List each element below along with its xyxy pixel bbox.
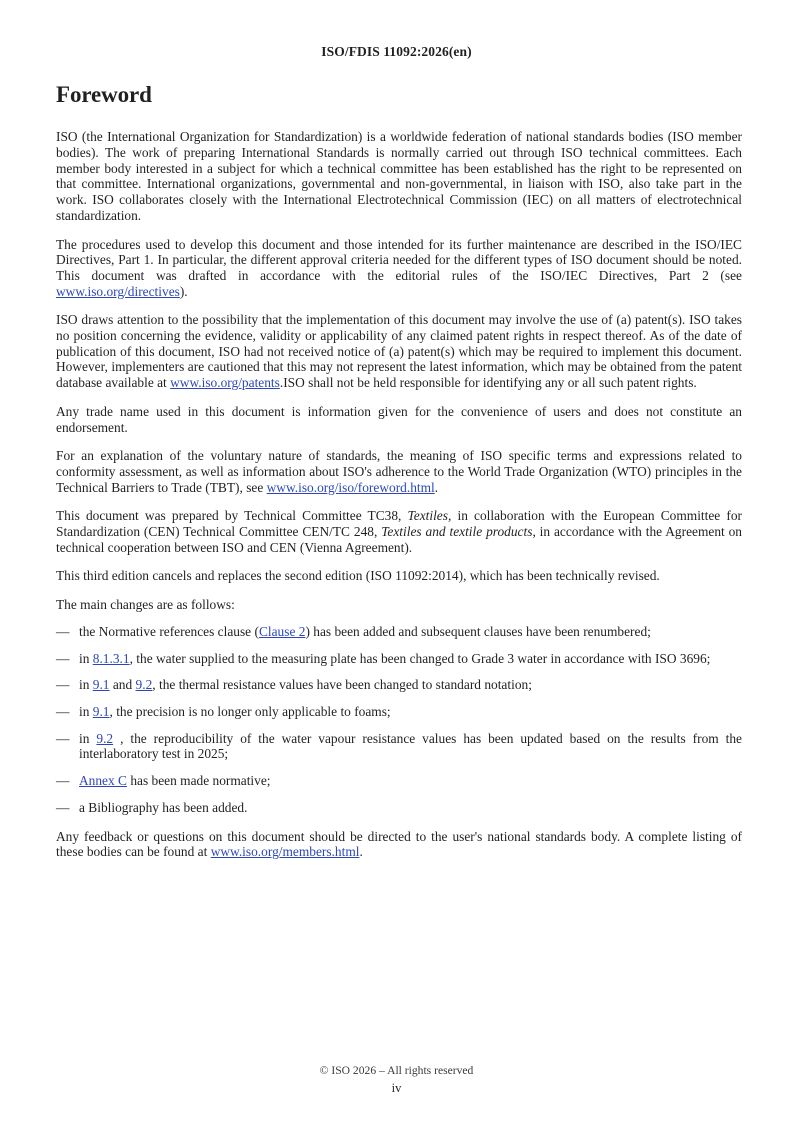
link-clause-9-1[interactable]: 9.1 <box>92 677 110 693</box>
list-item-text-after: has been made normative; <box>126 773 271 789</box>
em-dash-marker: — <box>56 799 70 815</box>
document-content <box>56 82 742 873</box>
list-item-text-mid: and <box>109 677 136 693</box>
list-item-text: a Bibliography has been added. <box>79 799 248 815</box>
list-item-text <box>79 731 742 762</box>
list-item-text <box>79 773 742 789</box>
list-item-text-after: , the thermal resistance values have been changed to standard notation; <box>152 677 532 693</box>
link-iso-foreword[interactable]: www.iso.org/iso/foreword.html <box>266 479 435 495</box>
paragraph-iso-intro: ISO (the International Organization for Standardization) is a worldwide federation of national standards bodies (ISO member bodies). The work of preparing International Standards is normally carried out through ISO technical committees. Each member body interested in a subject for which a technical committee has been established has the right to be represented on that committee. International organizations, governmental and non-governmental, in liaison with ISO, also take part in the work. ISO collaborates closely with the International Electrotechnical Commission (IEC) on all matters of electrotechnical standardization. <box>56 129 742 223</box>
paragraph-feedback <box>56 829 742 860</box>
list-item-text-after: , the reproducibility of the water vapour resistance values has been updated based on the results from the interlaboratory test in 2025; <box>79 730 742 762</box>
running-head: ISO/FDIS 11092:2026(en) <box>321 44 472 59</box>
committee-italic-textiles: Textiles, <box>407 508 452 524</box>
paragraph-trade-name: Any trade name used in this document is information given for the convenience of users and does not constitute an endorsement. <box>56 403 742 435</box>
link-clause-2[interactable]: Clause 2 <box>258 623 306 639</box>
changes-intro: The main changes are as follows: <box>56 597 235 613</box>
list-item <box>56 731 742 762</box>
list-item <box>56 704 742 720</box>
list-item-text-after: ) has been added and subsequent clauses have been renumbered; <box>305 623 651 639</box>
page-title: Foreword <box>56 82 152 107</box>
list-item-text <box>79 677 742 693</box>
changes-list <box>56 624 742 816</box>
em-dash-marker: — <box>56 730 70 746</box>
em-dash-marker: — <box>56 623 70 639</box>
feedback-text-before: Any feedback or questions on this document should be directed to the user's national standards body. A complete listing of these bodies can be found at <box>56 828 742 860</box>
em-dash-marker: — <box>56 650 70 666</box>
link-iso-patents[interactable]: www.iso.org/patents <box>170 375 280 391</box>
link-iso-members[interactable]: www.iso.org/members.html <box>210 844 360 860</box>
list-item <box>56 624 742 640</box>
committee-text-3: , in accordance with the Agreement on technical cooperation between ISO and CEN (Vienna Agreement). <box>56 524 743 555</box>
list-item <box>56 677 742 693</box>
paragraph-procedures <box>56 237 742 300</box>
committee-text-2: in collaboration with the European Committee for Standardization (CEN) Technical Committee CEN/TC 248, <box>56 508 742 540</box>
paragraph-voluntary-text-after: . <box>434 479 439 495</box>
link-clause-9-1[interactable]: 9.1 <box>92 703 110 719</box>
em-dash-marker: — <box>56 677 70 693</box>
link-clause-8-1-3-1[interactable]: 8.1.3.1 <box>92 650 130 666</box>
footer-copyright: © ISO 2026 – All rights reserved <box>319 1064 474 1077</box>
list-item-text-before: in <box>79 677 93 693</box>
committee-italic-textile-products: Textiles and textile products <box>381 524 533 540</box>
paragraph-edition: This third edition cancels and replaces the second edition (ISO 11092:2014), which has been technically revised. <box>56 568 660 584</box>
list-item <box>56 773 742 789</box>
list-item-text-before: the Normative references clause ( <box>79 623 259 639</box>
link-annex-c[interactable]: Annex C <box>79 773 127 789</box>
committee-text-1: This document was prepared by Technical Committee TC38, <box>56 508 408 524</box>
link-clause-9-2[interactable]: 9.2 <box>135 677 153 693</box>
feedback-text-after: . <box>359 844 363 860</box>
list-item-text <box>79 704 742 720</box>
list-item-text-before: in <box>79 703 93 719</box>
paragraph-patents <box>56 312 742 391</box>
list-item-text-before: in <box>79 650 93 666</box>
list-item-text-after: , the water supplied to the measuring plate has been changed to Grade 3 water in accordance with ISO 3696; <box>129 650 711 666</box>
link-iso-directives[interactable]: www.iso.org/directives <box>56 283 180 299</box>
paragraph-patents-text-before: ISO draws attention to the possibility that the implementation of this document may involve the use of (a) patent(s). ISO takes no position concerning the evidence, validity or applicability of any claimed patent rights in respect thereof. As of the date of publication of this document, ISO had not received notice of (a) patent(s) which may be required to implement this document. However, implementers are cautioned that this may not represent the latest information, which may be obtained from the patent database available at <box>56 312 742 391</box>
paragraph-procedures-text-after: ). <box>179 283 188 299</box>
list-item-text <box>79 651 742 667</box>
paragraph-procedures-text-before: The procedures used to develop this document and those intended for its further maintenance are described in the ISO/IEC Directives, Part 1. In particular, the different approval criteria needed for the different types of ISO document should be noted. This document was drafted in accordance with the editorial rules of the ISO/IEC Directives, Part 2 (see <box>56 236 742 283</box>
list-item-text <box>79 624 742 640</box>
page-number: iv <box>391 1081 402 1095</box>
list-item-text-after: , the precision is no longer only applicable to foams; <box>109 703 391 719</box>
em-dash-marker: — <box>56 773 70 789</box>
list-item <box>56 651 742 667</box>
em-dash-marker: — <box>56 703 70 719</box>
paragraph-voluntary-nature <box>56 448 742 495</box>
paragraph-patents-text-after: .ISO shall not be held responsible for identifying any or all such patent rights. <box>279 375 697 391</box>
paragraph-voluntary-text-before: For an explanation of the voluntary nature of standards, the meaning of ISO specific terms and expressions related to conformity assessment, as well as information about ISO's adherence to the World Trade Organization (WTO) principles in the Technical Barriers to Trade (TBT), see <box>56 448 742 495</box>
list-item-text-before: in <box>79 730 97 746</box>
list-item <box>56 800 742 816</box>
link-clause-9-2[interactable]: 9.2 <box>96 730 114 746</box>
paragraph-committee <box>56 508 742 555</box>
